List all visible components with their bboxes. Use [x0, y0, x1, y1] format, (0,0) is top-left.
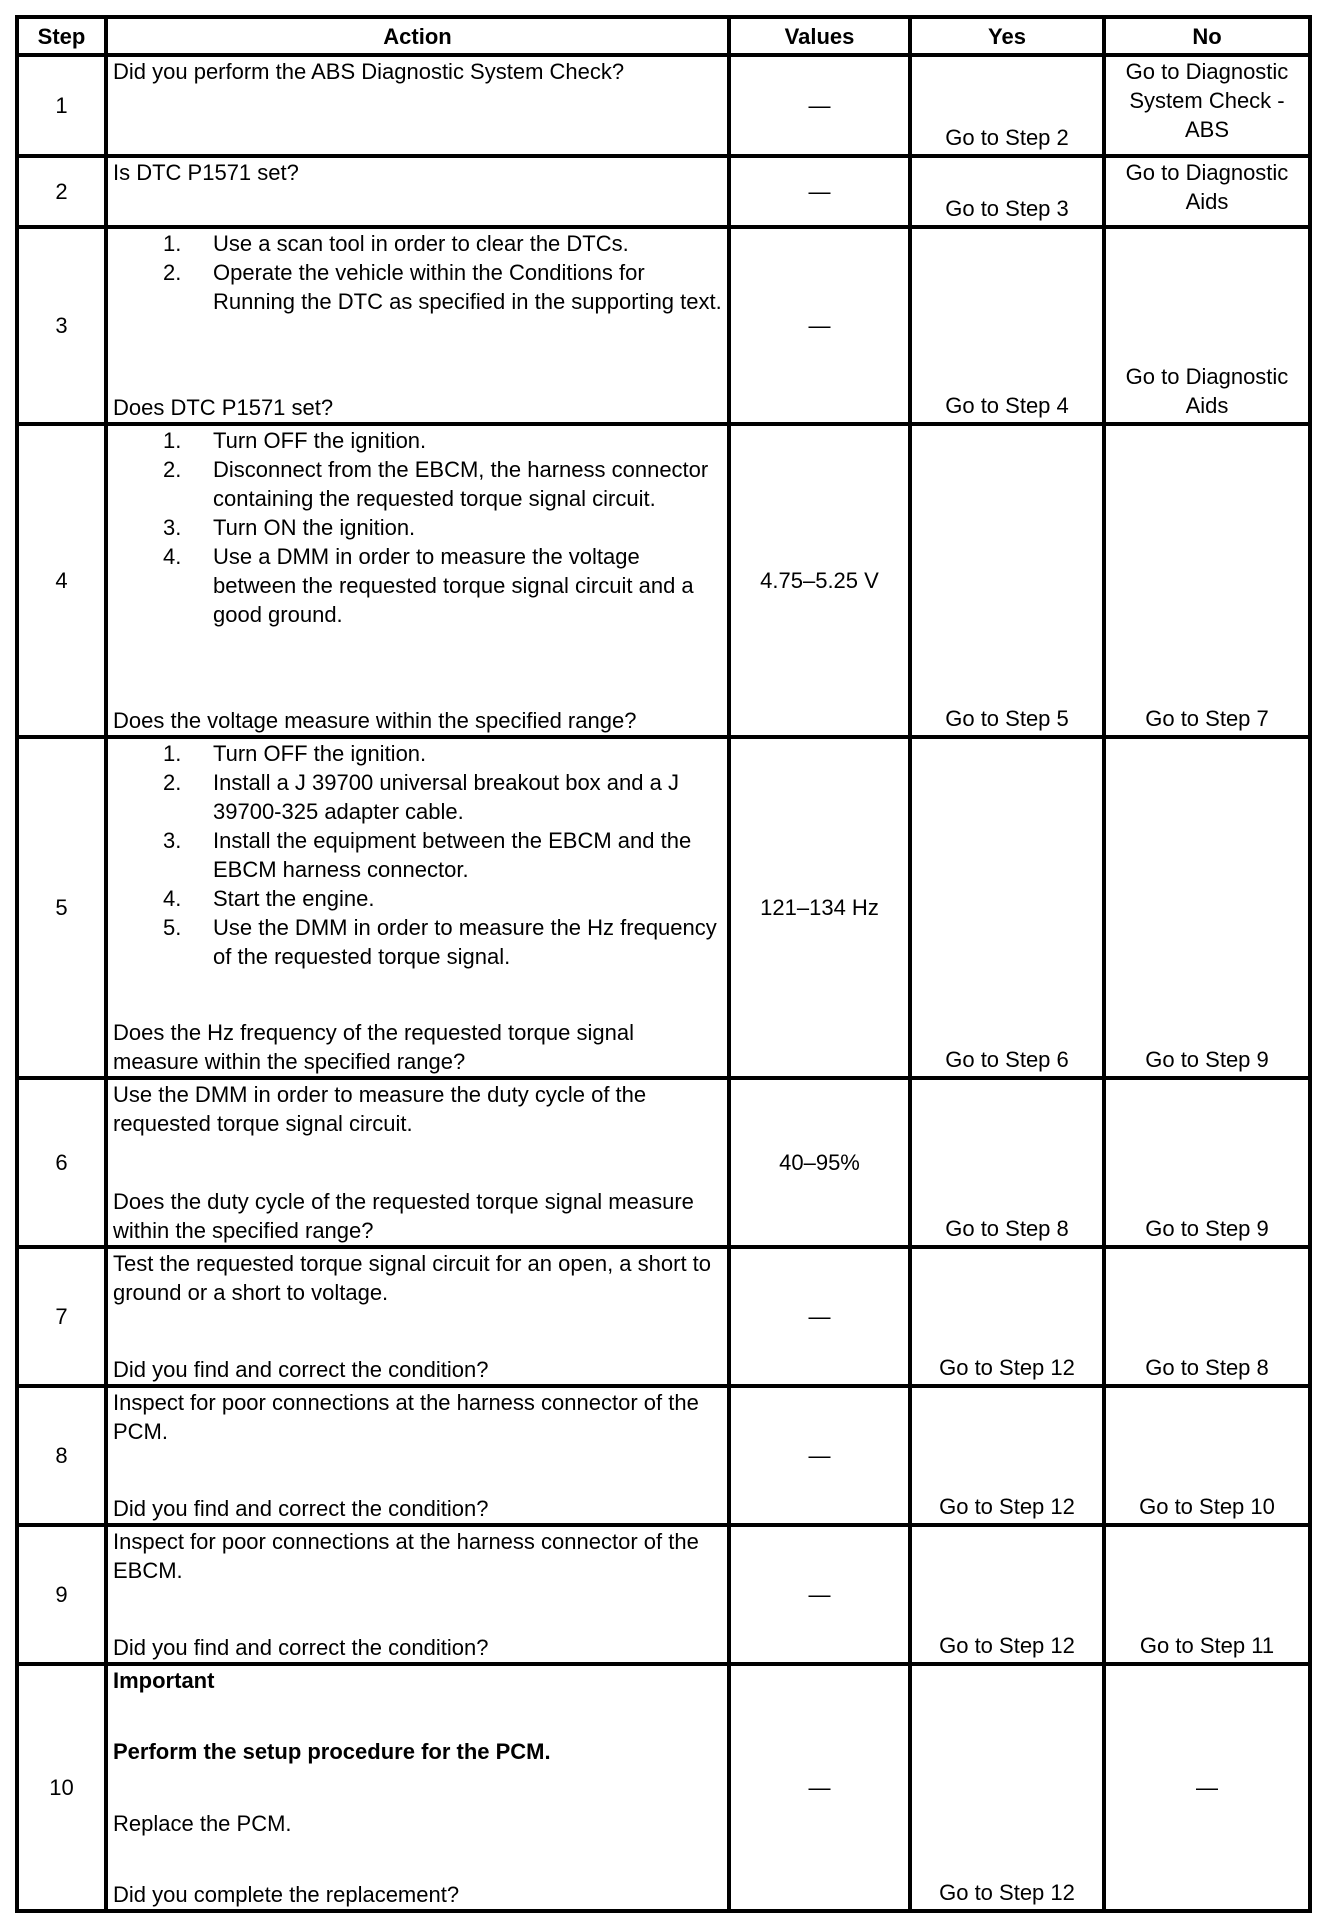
step-number: 1.	[163, 741, 182, 766]
action-text: Inspect for poor connections at the harness connector of the EBCM.	[113, 1529, 699, 1583]
step-number-cell: 5	[17, 737, 106, 1078]
no-cell[interactable]: Go to Step 7	[1104, 424, 1310, 737]
action-step	[163, 826, 722, 884]
table-row	[17, 424, 1310, 737]
action-cell	[106, 227, 729, 424]
step-text: Turn OFF the ignition.	[213, 428, 427, 453]
action-question: Did you complete the replacement?	[113, 1881, 460, 1907]
action-question: Is DTC P1571 set?	[113, 160, 299, 185]
action-step	[163, 913, 722, 971]
yes-cell[interactable]: Go to Step 12	[910, 1247, 1104, 1386]
action-step	[163, 513, 722, 542]
values-cell: —	[729, 1247, 910, 1386]
table-row	[17, 55, 1310, 156]
step-text: Operate the vehicle within the Conditions for Running the DTC as specified in the supporting text.	[213, 260, 722, 314]
step-text: Disconnect from the EBCM, the harness connector containing the requested torque signal circuit.	[213, 457, 709, 511]
header-yes: Yes	[910, 17, 1104, 55]
action-cell	[106, 737, 729, 1078]
yes-cell[interactable]: Go to Step 5	[910, 424, 1104, 737]
action-question: Does the voltage measure within the specified range?	[113, 708, 637, 733]
step-number-cell: 10	[17, 1664, 106, 1911]
action-step	[163, 542, 722, 629]
values-cell: —	[729, 1386, 910, 1525]
no-cell[interactable]: Go to Step 8	[1104, 1247, 1310, 1386]
action-cell	[106, 1078, 729, 1247]
action-cell	[106, 1664, 729, 1911]
action-question: Does DTC P1571 set?	[113, 395, 334, 420]
action-text: Use the DMM in order to measure the duty cycle of the requested torque signal circuit.	[113, 1082, 647, 1136]
values-cell: —	[729, 55, 910, 156]
step-number-cell: 3	[17, 227, 106, 424]
step-number: 4.	[163, 544, 182, 569]
values-cell: —	[729, 1664, 910, 1911]
step-text: Install the equipment between the EBCM and the EBCM harness connector.	[213, 828, 692, 882]
important-label: Important	[113, 1668, 215, 1693]
action-step	[163, 258, 722, 316]
step-number-cell: 4	[17, 424, 106, 737]
step-text: Turn ON the ignition.	[213, 515, 416, 540]
action-step	[163, 884, 722, 913]
values-cell: 4.75–5.25 V	[729, 424, 910, 737]
values-cell: —	[729, 227, 910, 424]
table-row	[17, 1664, 1310, 1911]
action-cell	[106, 55, 729, 156]
header-action: Action	[106, 17, 729, 55]
table-row	[17, 737, 1310, 1078]
action-step	[163, 455, 722, 513]
action-question: Did you find and correct the condition?	[113, 1496, 489, 1521]
header-no: No	[1104, 17, 1310, 55]
action-cell	[106, 1525, 729, 1664]
action-question: Did you find and correct the condition?	[113, 1635, 489, 1660]
important-text: Perform the setup procedure for the PCM.	[113, 1739, 551, 1765]
step-number-cell: 6	[17, 1078, 106, 1247]
table-row	[17, 1525, 1310, 1664]
step-number-cell: 9	[17, 1525, 106, 1664]
step-number: 2.	[163, 457, 182, 482]
yes-cell[interactable]: Go to Step 3	[910, 156, 1104, 227]
step-text: Use a scan tool in order to clear the DTCs.	[213, 231, 629, 256]
step-text: Start the engine.	[213, 886, 375, 911]
action-cell	[106, 1386, 729, 1525]
action-step	[163, 768, 722, 826]
step-number: 3.	[163, 828, 182, 853]
action-text: Inspect for poor connections at the harness connector of the PCM.	[113, 1390, 699, 1444]
step-number-cell: 2	[17, 156, 106, 227]
step-number: 1.	[163, 231, 182, 256]
no-cell[interactable]: —	[1104, 1664, 1310, 1911]
action-text: Replace the PCM.	[113, 1810, 292, 1836]
no-cell[interactable]: Go to Diagnostic System Check - ABS	[1104, 55, 1310, 156]
yes-cell[interactable]: Go to Step 2	[910, 55, 1104, 156]
yes-cell[interactable]: Go to Step 8	[910, 1078, 1104, 1247]
yes-cell[interactable]: Go to Step 6	[910, 737, 1104, 1078]
values-cell: 121–134 Hz	[729, 737, 910, 1078]
step-number: 2.	[163, 770, 182, 795]
step-number: 1.	[163, 428, 182, 453]
values-cell: —	[729, 156, 910, 227]
header-row	[17, 17, 1310, 55]
header-values: Values	[729, 17, 910, 55]
action-steps	[113, 739, 722, 971]
yes-cell[interactable]: Go to Step 4	[910, 227, 1104, 424]
action-cell	[106, 156, 729, 227]
yes-cell[interactable]: Go to Step 12	[910, 1525, 1104, 1664]
step-number-cell: 1	[17, 55, 106, 156]
step-number: 2.	[163, 260, 182, 285]
action-question: Does the duty cycle of the requested torque signal measure within the specified range?	[113, 1189, 694, 1243]
action-question: Does the Hz frequency of the requested torque signal measure within the specified range?	[113, 1020, 634, 1074]
diagnostic-table	[15, 15, 1312, 1913]
table-row	[17, 1386, 1310, 1525]
action-text: Test the requested torque signal circuit for an open, a short to ground or a short to voltage.	[113, 1251, 712, 1305]
no-cell[interactable]: Go to Step 9	[1104, 737, 1310, 1078]
table-row	[17, 227, 1310, 424]
step-number: 4.	[163, 886, 182, 911]
no-cell[interactable]: Go to Diagnostic Aids	[1104, 156, 1310, 227]
step-number-cell: 8	[17, 1386, 106, 1525]
step-number: 3.	[163, 515, 182, 540]
step-number-cell: 7	[17, 1247, 106, 1386]
values-cell: 40–95%	[729, 1078, 910, 1247]
action-step	[163, 229, 722, 258]
action-cell	[106, 424, 729, 737]
step-text: Install a J 39700 universal breakout box and a J 39700-325 adapter cable.	[213, 770, 679, 824]
no-cell[interactable]: Go to Step 9	[1104, 1078, 1310, 1247]
action-question: Did you perform the ABS Diagnostic System Check?	[113, 59, 625, 84]
table-row	[17, 156, 1310, 227]
action-cell	[106, 1247, 729, 1386]
header-step: Step	[17, 17, 106, 55]
no-cell[interactable]: Go to Step 11	[1104, 1525, 1310, 1664]
no-cell[interactable]: Go to Diagnostic Aids	[1104, 227, 1310, 424]
table-row	[17, 1078, 1310, 1247]
action-question: Did you find and correct the condition?	[113, 1357, 489, 1382]
step-number: 5.	[163, 915, 182, 940]
values-cell: —	[729, 1525, 910, 1664]
step-text: Use a DMM in order to measure the voltage between the requested torque signal circuit and a good ground.	[213, 544, 694, 627]
step-text: Turn OFF the ignition.	[213, 741, 427, 766]
yes-cell[interactable]: Go to Step 12	[910, 1664, 1104, 1911]
action-steps	[113, 229, 722, 316]
table-row	[17, 1247, 1310, 1386]
yes-cell[interactable]: Go to Step 12	[910, 1386, 1104, 1525]
action-steps	[113, 426, 722, 629]
no-cell[interactable]: Go to Step 10	[1104, 1386, 1310, 1525]
action-step	[163, 426, 722, 455]
action-step	[163, 739, 722, 768]
step-text: Use the DMM in order to measure the Hz frequency of the requested torque signal.	[213, 915, 717, 969]
